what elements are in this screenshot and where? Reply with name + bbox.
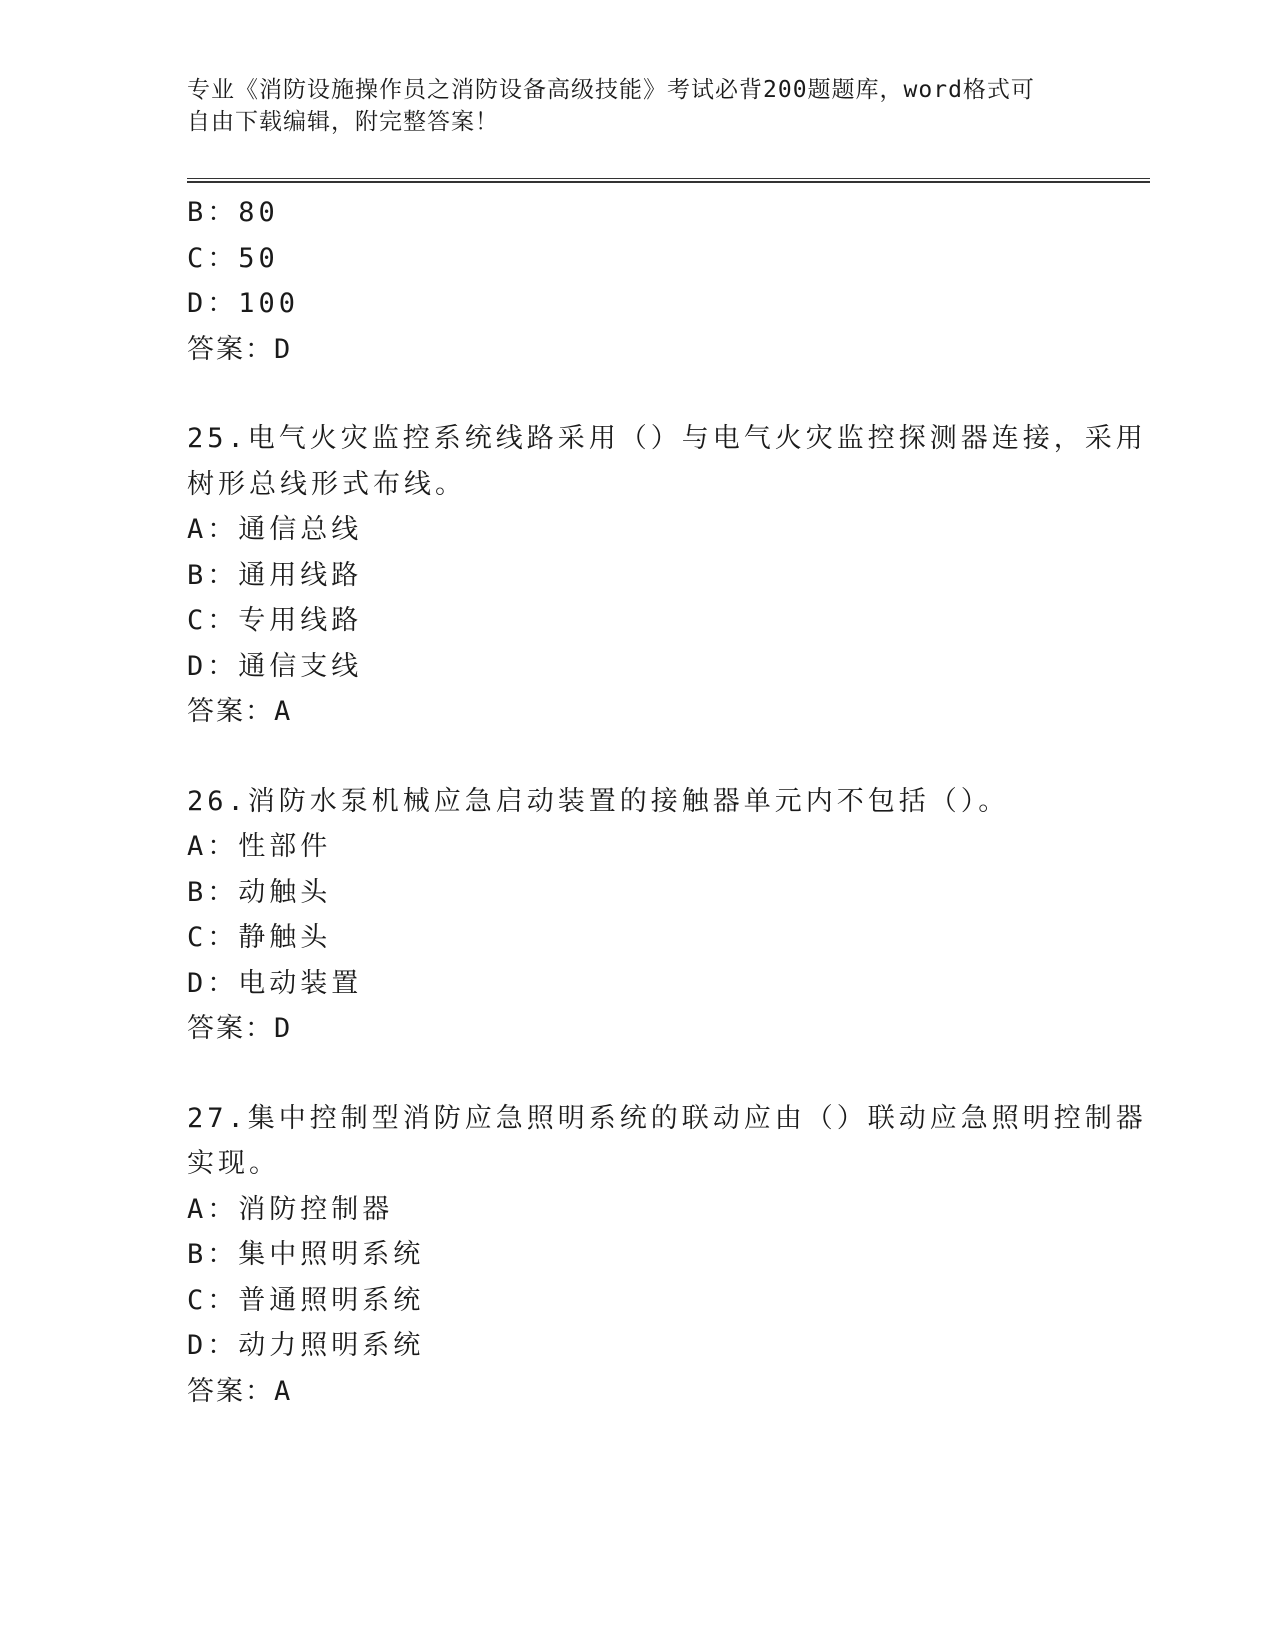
option-a: A：消防控制器 bbox=[187, 1193, 394, 1225]
header-line-1: 专业《消防设施操作员之消防设备高级技能》考试必背200题题库，word格式可 bbox=[187, 77, 1035, 103]
answer: 答案：A bbox=[187, 696, 293, 727]
header-line-2: 自由下载编辑，附完整答案！ bbox=[187, 109, 499, 135]
spacer bbox=[187, 1052, 1087, 1096]
question-26 bbox=[187, 779, 1087, 1052]
option-c: C：静触头 bbox=[187, 922, 332, 953]
header-divider-thick bbox=[187, 181, 1150, 183]
option-c: C：50 bbox=[187, 242, 279, 274]
option-b: B：通用线路 bbox=[187, 559, 363, 591]
option-d: D：通信支线 bbox=[187, 650, 363, 682]
header-divider-thin bbox=[187, 178, 1150, 179]
question-stem: 26.消防水泵机械应急启动装置的接触器单元内不包括（）。 bbox=[187, 785, 1010, 817]
option-a: A：通信总线 bbox=[187, 514, 363, 545]
question-stem: 25.电气火灾监控系统线路采用（）与电气火灾监控探测器连接，采用 bbox=[187, 423, 1147, 454]
option-a: A：性部件 bbox=[187, 831, 332, 862]
option-c: C：专用线路 bbox=[187, 605, 363, 636]
option-c: C：普通照明系统 bbox=[187, 1284, 425, 1316]
option-d: D：电动装置 bbox=[187, 967, 363, 999]
spacer bbox=[187, 735, 1087, 779]
option-d: D：动力照明系统 bbox=[187, 1330, 425, 1361]
document-header bbox=[187, 74, 1087, 138]
question-list bbox=[187, 190, 1147, 1414]
question-27 bbox=[187, 1096, 1147, 1415]
question-stem-continued: 树形总线形式布线。 bbox=[187, 468, 466, 500]
answer: 答案：D bbox=[187, 1013, 293, 1044]
option-b: B：动触头 bbox=[187, 876, 332, 908]
option-b: B：集中照明系统 bbox=[187, 1239, 425, 1270]
option-d: D：100 bbox=[187, 288, 300, 319]
question-stem-continued: 实现。 bbox=[187, 1148, 280, 1179]
answer: 答案：A bbox=[187, 1375, 293, 1407]
question-25 bbox=[187, 416, 1147, 735]
answer: 答案：D bbox=[187, 333, 293, 365]
spacer bbox=[187, 372, 1087, 416]
question-24-continued bbox=[187, 190, 1087, 372]
option-b: B：80 bbox=[187, 197, 279, 228]
question-stem: 27.集中控制型消防应急照明系统的联动应由（）联动应急照明控制器 bbox=[187, 1102, 1147, 1134]
